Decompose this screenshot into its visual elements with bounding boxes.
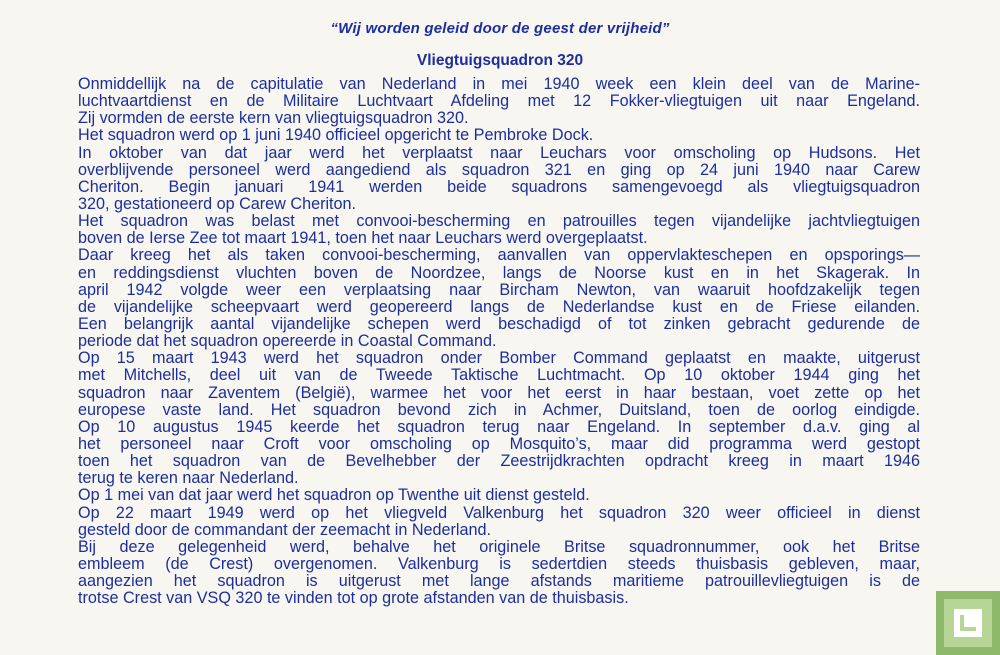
- lastdodo-logo-icon: [936, 591, 1000, 655]
- document-title: Vliegtuigsquadron 320: [416, 52, 584, 69]
- body-line: Daar kreeg het als taken convooi-bescherming, aanvallen van oppervlakteschepen en opsporings—: [78, 246, 920, 265]
- body-line: luchtvaartdienst en de Militaire Luchtvaart Afdeling met 12 Fokker-vliegtuigen uit naar Engeland.: [78, 92, 920, 111]
- body-line: boven de Ierse Zee tot maart 1941, toen het naar Leuchars werd overgeplaatst.: [78, 229, 648, 248]
- body-line: Zij vormden de eerste kern van vliegtuigsquadron 320.: [78, 109, 469, 128]
- body-line: In oktober van dat jaar werd het verplaatst naar Leuchars voor omscholing op Hudsons. Het: [78, 143, 920, 162]
- body-line: Op 15 maart 1943 werd het squadron onder Bomber Command geplaatst en maakte, uitgerust: [78, 349, 920, 368]
- body-line: embleem (de Crest) overgenomen. Valkenburg is sedertdien steeds thuisbasis gebleven, maar,: [78, 554, 920, 573]
- body-line: terug te keren naar Nederland.: [78, 469, 299, 488]
- body-line: Bij deze gelegenheid werd, behalve het originele Britse squadronnummer, ook het Britse: [78, 537, 920, 556]
- body-text: [78, 76, 920, 607]
- body-line: april 1942 volgde weer een verplaatsing naar Bircham Newton, van waaruit hoofdzakelijk tegen: [78, 280, 920, 299]
- motto: “Wij worden geleid door de geest der vrijheid”: [330, 20, 670, 37]
- body-line: Op 10 augustus 1945 keerde het squadron terug naar Engeland. In september d.a.v. ging al: [78, 417, 920, 436]
- body-line: toen het squadron van de Bevelhebber der Zeestrijdkrachten opdracht kreeg in maart 1946: [78, 452, 920, 471]
- body-line: 320, gestationeerd op Carew Cheriton.: [78, 194, 357, 213]
- body-line: met Mitchells, deel uit van de Tweede Taktische Luchtmacht. Op 10 oktober 1944 ging het: [78, 366, 920, 385]
- body-line: europese vaste land. Het squadron bevond zich in Achmer, Duitsland, toen de oorlog eindigde.: [78, 400, 920, 419]
- body-line: periode dat het squadron opereerde in Coastal Command.: [78, 332, 497, 351]
- body-line: squadron naar Zaventem (België), warmee het voor het eerst in haar bestaan, voet zette op het: [78, 383, 920, 402]
- body-line: Het squadron was belast met convooi-bescherming en patrouilles tegen vijandelijke jachtvliegtuigen: [78, 212, 920, 231]
- body-line: aangezien het squadron is uitgerust met lange afstands maritieme patrouillevliegtuigen is de: [78, 572, 920, 591]
- body-line: Op 22 maart 1949 werd op het vliegveld Valkenburg het squadron 320 weer officieel in dienst: [78, 503, 920, 522]
- body-line: en reddingsdienst vluchten boven de Noordzee, langs de Noorse kust en in het Skagerak. In: [78, 263, 920, 282]
- body-line: Onmiddellijk na de capitulatie van Nederland in mei 1940 week een klein deel van de Marine-: [78, 75, 920, 93]
- body-line: Cheriton. Begin januari 1941 werden beide squadrons samengevoegd als vliegtuigsquadron: [78, 177, 920, 196]
- body-line: het personeel naar Croft voor omscholing op Mosquito’s, maar did programma werd gestopt: [78, 434, 920, 453]
- body-line: overblijvende personeel werd aangediend als squadron 321 en ging op 24 juni 1940 naar Carew: [78, 160, 920, 179]
- body-line: Het squadron werd op 1 juni 1940 officieel opgericht te Pembroke Dock.: [78, 126, 594, 145]
- body-line: Een belangrijk aantal vijandelijke schepen werd beschadigd of tot zinken gebracht gedurende de: [78, 314, 920, 333]
- body-line: Op 1 mei van dat jaar werd het squadron op Twenthe uit dienst gesteld.: [78, 486, 590, 505]
- body-line: trotse Crest van VSQ 320 te vinden tot op grote afstanden van de thuisbasis.: [78, 589, 629, 608]
- body-line: de vijandelijke scheepvaart werd geopereerd langs de Nederlandse kust en de Friese eilanden.: [78, 297, 920, 316]
- body-line: gesteld door de commandant der zeemacht in Nederland.: [78, 520, 492, 539]
